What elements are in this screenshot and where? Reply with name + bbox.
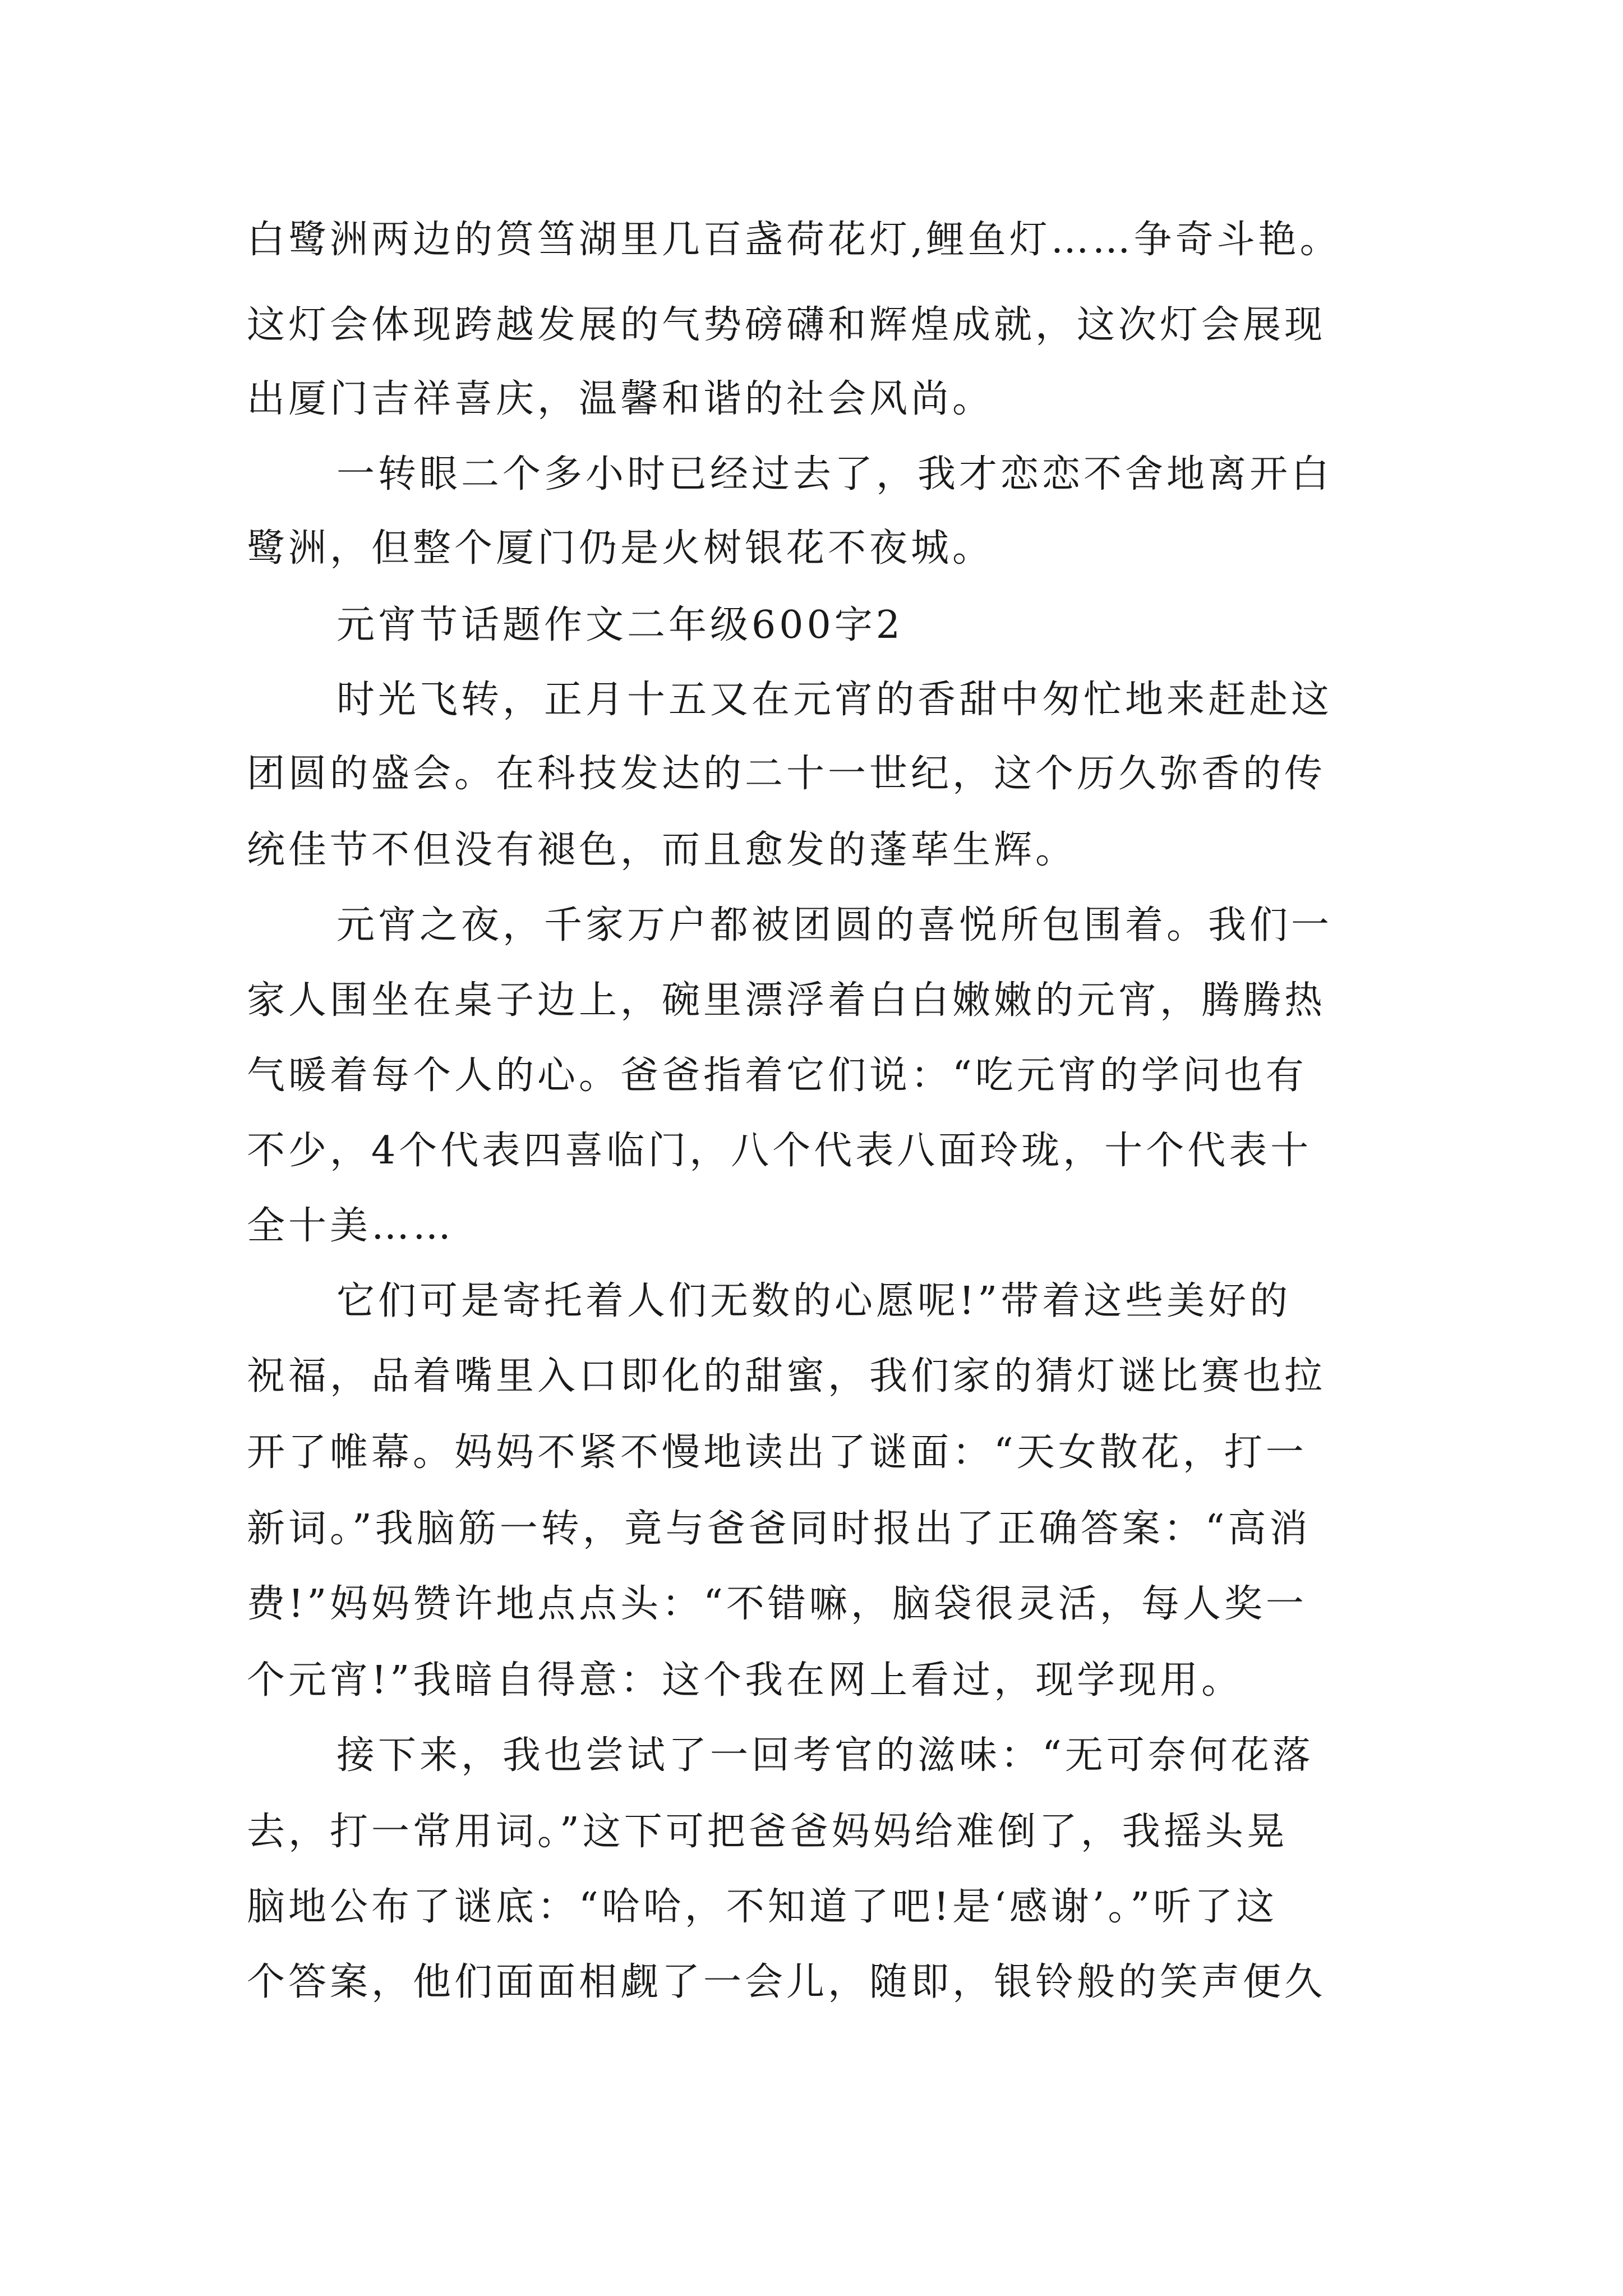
text-line: 一转眼二个多小时已经过去了，我才恋恋不舍地离开白 [336, 452, 1333, 496]
text-line: 全十美…… [247, 1204, 455, 1248]
text-line: 接下来，我也尝试了一回考官的滋味：“无可奈何花落 [336, 1733, 1314, 1778]
text-line: 时光飞转，正月十五又在元宵的香甜中匆忙地来赶赴这 [336, 678, 1333, 722]
text-line: 费!”妈妈赞许地点点头：“不错嘛，脑袋很灵活，每人奖一 [247, 1582, 1307, 1626]
text-line: 鹭洲，但整个厦门仍是火树银花不夜城。 [247, 526, 994, 570]
text-line: 个元宵!”我暗自得意：这个我在网上看过，现学现用。 [247, 1658, 1243, 1703]
text-line: 新词。”我脑筋一转，竟与爸爸同时报出了正确答案：“高消 [247, 1507, 1311, 1551]
text-line: 白鹭洲两边的筼筜湖里几百盏荷花灯,鲤鱼灯……争奇斗艳。 [247, 218, 1341, 262]
text-line: 脑地公布了谜底：“哈哈，不知道了吧!是‘感谢’。”听了这 [247, 1885, 1278, 1929]
text-line: 家人围坐在桌子边上，碗里漂浮着白白嫩嫩的元宵，腾腾热 [247, 978, 1326, 1023]
text-line: 统佳节不但没有褪色，而且愈发的蓬荜生辉。 [247, 828, 1077, 872]
text-line: 这灯会体现跨越发展的气势磅礴和辉煌成就，这次灯会展现 [247, 303, 1326, 347]
text-line: 团圆的盛会。在科技发达的二十一世纪，这个历久弥香的传 [247, 752, 1326, 796]
text-line: 个答案，他们面面相觑了一会儿，随即，银铃般的笑声便久 [247, 1960, 1326, 2004]
text-line: 去，打一常用词。”这下可把爸爸妈妈给难倒了，我摇头晃 [247, 1810, 1288, 1854]
text-line: 气暖着每个人的心。爸爸指着它们说：“吃元宵的学问也有 [247, 1053, 1307, 1098]
text-line: 元宵之夜，千家万户都被团圆的喜悦所包围着。我们一 [336, 903, 1333, 947]
text-line: 出厦门吉祥喜庆，温馨和谐的社会风尚。 [247, 377, 994, 421]
text-line: 开了帷幕。妈妈不紧不慢地读出了谜面：“天女散花，打一 [247, 1430, 1307, 1475]
text-line: 不少，4个代表四喜临门，八个代表八面玲珑，十个代表十 [247, 1129, 1312, 1173]
text-line: 祝福，品着嘴里入口即化的甜蜜，我们家的猜灯谜比赛也拉 [247, 1354, 1326, 1398]
section-heading: 元宵节话题作文二年级600字2 [336, 603, 904, 647]
text-line: 它们可是寄托着人们无数的心愿呢!”带着这些美好的 [336, 1279, 1292, 1323]
